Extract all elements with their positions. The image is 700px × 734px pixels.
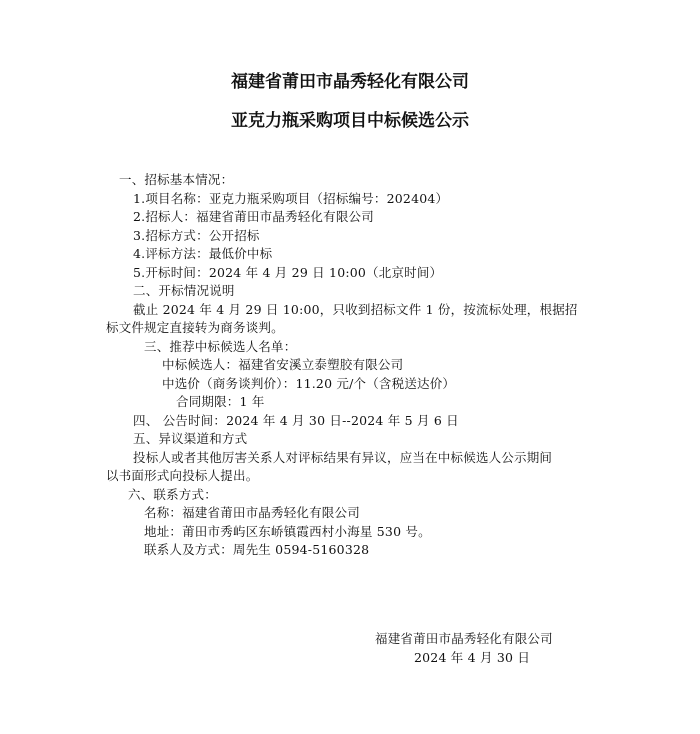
section1-item-method: 3.招标方式：公开招标	[133, 228, 260, 243]
section6-address: 地址：莆田市秀屿区东峤镇霞西村小海星 530 号。	[144, 524, 431, 539]
signature-company: 福建省莆田市晶秀轻化有限公司	[375, 631, 553, 646]
section5-paragraph-line1: 投标人或者其他厉害关系人对评标结果有异议，应当在中标候选人公示期间	[133, 450, 553, 465]
section3-term: 合同期限：1 年	[176, 394, 265, 409]
section2-heading: 二、开标情况说明	[133, 283, 235, 298]
section4-heading: 四、 公告时间：2024 年 4 月 30 日--2024 年 5 月 6 日	[133, 413, 459, 428]
section3-candidate: 中标候选人：福建省安溪立泰塑胶有限公司	[162, 357, 404, 372]
section3-heading: 三、推荐中标候选人名单：	[144, 339, 297, 354]
section1-heading: 一、招标基本情况：	[119, 172, 234, 187]
section1-item-tenderer: 2.招标人：福建省莆田市晶秀轻化有限公司	[133, 209, 374, 224]
section2-paragraph-line2: 标文件规定直接转为商务谈判。	[106, 320, 284, 335]
section5-heading: 五、异议渠道和方式	[133, 431, 248, 446]
section6-heading: 六、联系方式：	[128, 487, 217, 502]
title-company: 福建省莆田市晶秀轻化有限公司	[231, 72, 469, 92]
section2-paragraph-line1: 截止 2024 年 4 月 29 日 10:00，只收到招标文件 1 份，按流标处理，根据招	[133, 302, 578, 317]
section1-item-evaluation: 4.评标方法：最低价中标	[133, 246, 273, 261]
section3-price: 中选价（商务谈判价）：11.20 元/个（含税送达价）	[162, 376, 456, 391]
title-project: 亚克力瓶采购项目中标候选公示	[231, 111, 469, 131]
section1-item-opening-time: 5.开标时间：2024 年 4 月 29 日 10:00（北京时间）	[133, 265, 443, 280]
section6-contact: 联系人及方式：周先生 0594-5160328	[144, 542, 370, 557]
section1-item-project-name: 1.项目名称：亚克力瓶采购项目（招标编号：202404）	[133, 191, 449, 206]
section5-paragraph-line2: 以书面形式向投标人提出。	[106, 468, 259, 483]
signature-date: 2024 年 4 月 30 日	[414, 650, 531, 665]
section6-name: 名称：福建省莆田市晶秀轻化有限公司	[144, 505, 360, 520]
